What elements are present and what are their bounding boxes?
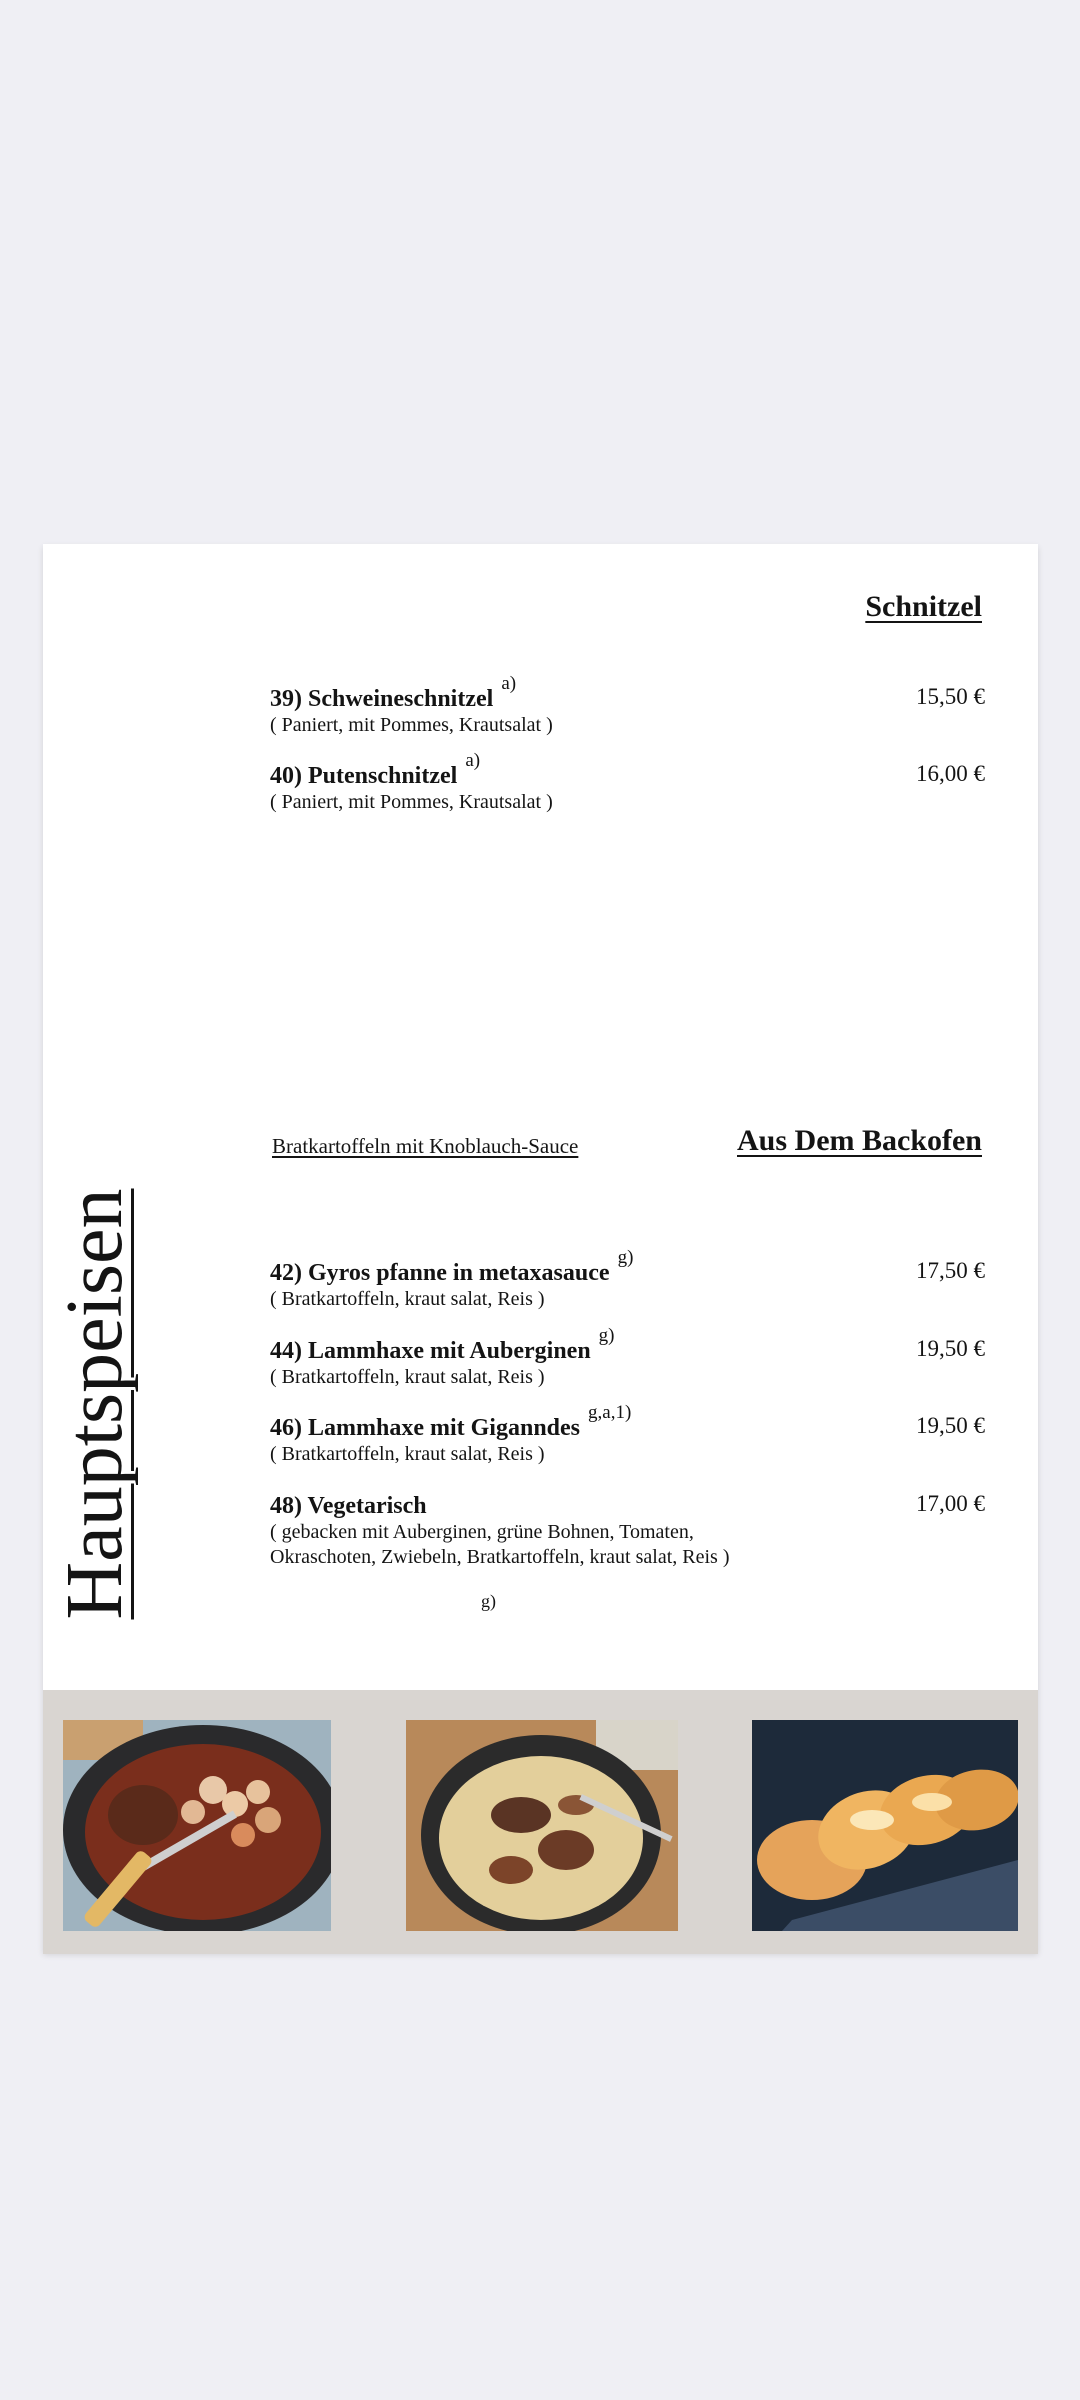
- item-price: 19,50 €: [916, 1336, 985, 1361]
- menu-item: [270, 673, 985, 738]
- item-description: ( Paniert, mit Pommes, Krautsalat ): [270, 714, 553, 736]
- menu-item: [270, 750, 985, 815]
- menu-item: [270, 1325, 985, 1390]
- allergen-code: a): [465, 750, 481, 771]
- item-price: 16,00 €: [916, 761, 985, 786]
- side-title-hauptspeisen: Hauptspeisen: [51, 1188, 139, 1620]
- allergen-code: g): [598, 1325, 615, 1346]
- allergen-code: a): [501, 673, 517, 694]
- item-description: ( Bratkartoffeln, kraut salat, Reis ): [270, 1443, 545, 1465]
- allergen-code: g): [481, 1591, 496, 1611]
- menu-page: [43, 544, 1038, 1952]
- item-price: 17,00 €: [916, 1491, 985, 1516]
- gyros-in-cream-sauce-photo: [406, 1720, 678, 1931]
- menu-item: [270, 1247, 985, 1312]
- menu-item: [270, 1491, 985, 1611]
- item-description: ( gebacken mit Auberginen, grüne Bohnen, Tomaten, Okraschoten, Zwiebeln, Bratkartoffeln, kraut salat, Reis ): [270, 1521, 730, 1568]
- section-heading-backofen: Aus Dem Backofen: [737, 1124, 982, 1157]
- item-description: ( Paniert, mit Pommes, Krautsalat ): [270, 791, 553, 813]
- item-name: 46) Lammhaxe mit Giganndesg,a,1): [270, 1402, 632, 1441]
- allergen-code: g): [617, 1247, 634, 1268]
- item-price: 19,50 €: [916, 1413, 985, 1438]
- photo-strip: [43, 1688, 1038, 1954]
- allergen-code: g,a,1): [588, 1402, 632, 1423]
- item-price: 15,50 €: [916, 684, 985, 709]
- item-name: 48) Vegetarisch: [270, 1493, 427, 1519]
- side-note-bratkartoffeln: Bratkartoffeln mit Knoblauch-Sauce: [272, 1134, 579, 1158]
- lamb-shank-bean-casserole-photo: [63, 1720, 331, 1931]
- item-description: ( Bratkartoffeln, kraut salat, Reis ): [270, 1288, 545, 1310]
- item-description: ( Bratkartoffeln, kraut salat, Reis ): [270, 1366, 545, 1388]
- item-price: 17,50 €: [916, 1258, 985, 1283]
- item-name: 39) Schweineschnitzela): [270, 673, 517, 712]
- item-name: 44) Lammhaxe mit Aubergineng): [270, 1325, 615, 1364]
- item-name: 40) Putenschnitzela): [270, 750, 481, 789]
- item-name: 42) Gyros pfanne in metaxasauceg): [270, 1247, 634, 1286]
- section-heading-schnitzel: Schnitzel: [865, 590, 982, 623]
- garlic-bread-photo: [752, 1720, 1018, 1931]
- menu-item: [270, 1402, 985, 1467]
